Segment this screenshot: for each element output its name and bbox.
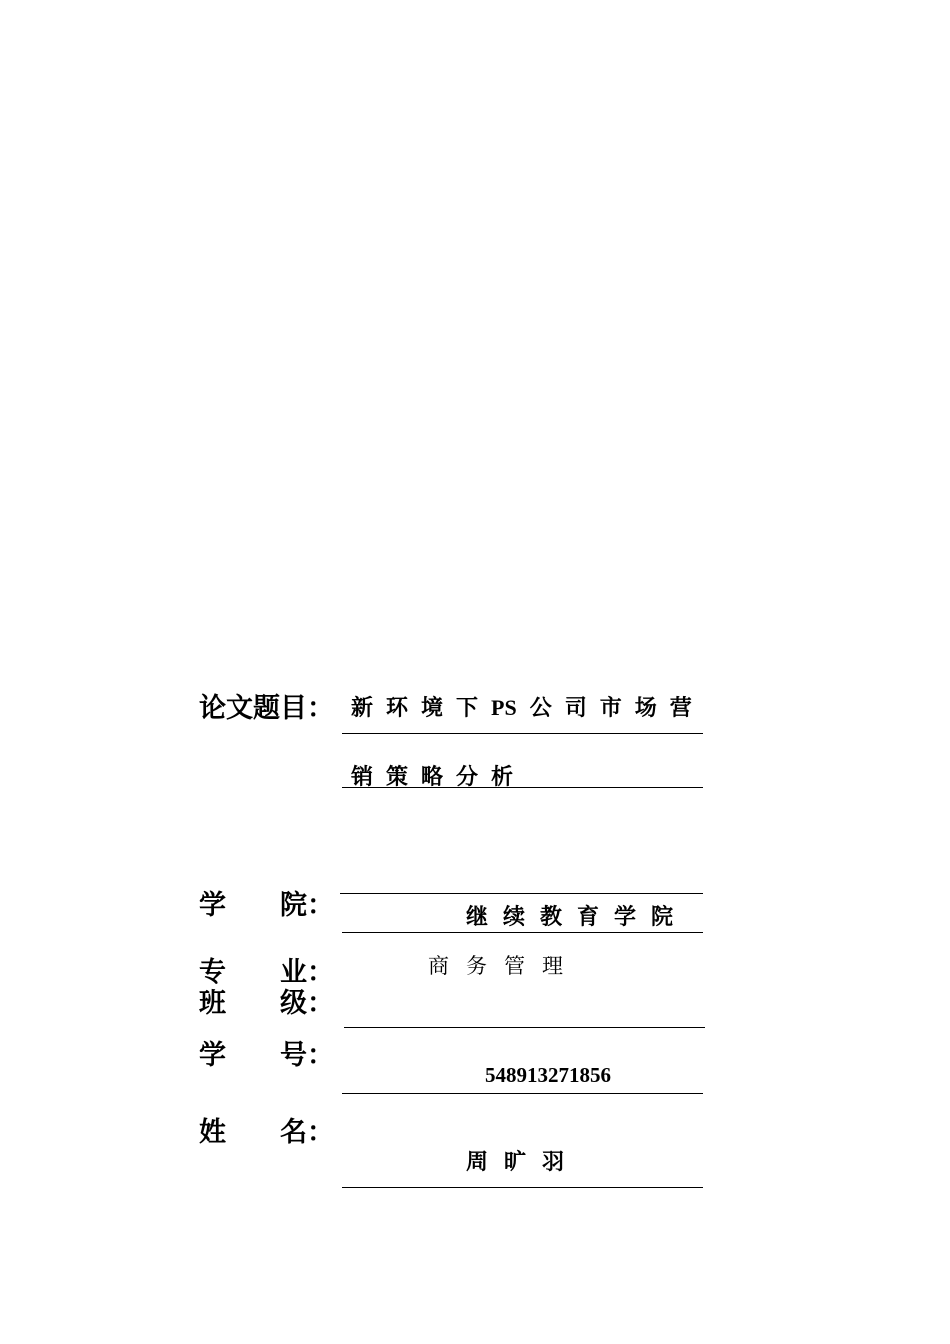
name-value: 周旷羽 xyxy=(466,1149,581,1175)
college-label-left: 学 xyxy=(199,890,226,921)
thesis-title-line2: 销策略分析 xyxy=(351,764,527,790)
name-label-left: 姓 xyxy=(199,1117,226,1148)
major-label-right: 业： xyxy=(280,957,334,988)
thesis-title-line2-underline xyxy=(342,787,703,788)
thesis-title-line1-part1: 新环境下 xyxy=(351,695,492,721)
thesis-title-line1 xyxy=(351,697,705,719)
student-id-label-right: 号： xyxy=(280,1040,334,1071)
name-label xyxy=(199,1119,334,1146)
major-label-left: 专 xyxy=(199,957,226,988)
name-label-right: 名： xyxy=(280,1117,334,1148)
college-label-right: 院： xyxy=(280,890,334,921)
major-value: 商务管理 xyxy=(428,954,580,978)
college-underline xyxy=(342,932,703,933)
class-label-left: 班 xyxy=(199,988,226,1019)
college-top-rule xyxy=(340,893,703,894)
thesis-title-line1-underline xyxy=(342,733,703,734)
college-label xyxy=(199,892,334,919)
college-value: 继续教育学院 xyxy=(466,904,689,930)
student-id-label-left: 学 xyxy=(199,1040,226,1071)
thesis-title-label: 论文题目： xyxy=(199,693,334,724)
class-underline xyxy=(344,1027,705,1028)
class-label-right: 级： xyxy=(280,988,334,1019)
name-underline xyxy=(342,1187,703,1188)
thesis-title-line1-part2: 公司市场营 xyxy=(529,695,705,721)
thesis-title-line1-latin: PS xyxy=(491,695,517,720)
major-label xyxy=(199,959,334,986)
student-id-label xyxy=(199,1042,334,1069)
class-label xyxy=(199,990,334,1017)
student-id-value: 548913271856 xyxy=(485,1063,611,1087)
student-id-underline xyxy=(342,1093,703,1094)
